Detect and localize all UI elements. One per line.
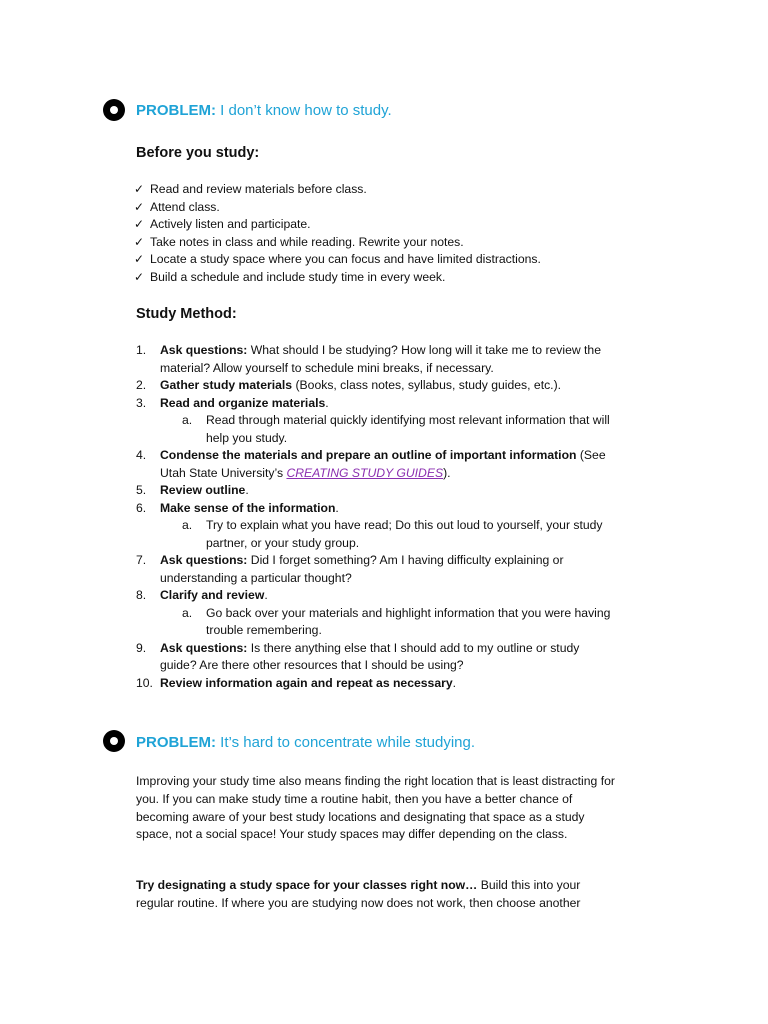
problem-label: PROBLEM: <box>136 734 216 751</box>
method-item-10: 10. Review information again and repeat as necessary. <box>136 675 457 690</box>
method-item-9: 9. Ask questions: Is there anything else that I should add to my outline or study guide? Are there other resources that I should be using? <box>136 640 580 672</box>
circle-bullet-icon <box>103 730 125 752</box>
before-study-heading: Before you study: <box>136 145 260 161</box>
method-subitem-6a: a. Try to explain what you have read; Do this out loud to yourself, your study partner, or your study group. <box>182 518 603 550</box>
problem-heading <box>136 734 475 751</box>
circle-bullet-icon <box>103 99 125 121</box>
checklist-item: ✓ Actively listen and participate. <box>134 216 541 234</box>
creating-study-guides-link[interactable]: CREATING STUDY GUIDES <box>286 465 444 480</box>
checkmark-icon: ✓ <box>134 269 145 284</box>
problem-label: PROBLEM: <box>136 102 216 119</box>
problem-heading <box>136 102 392 119</box>
paragraph-study-location: Improving your study time also means finding the right location that is least distracting for you. If you can make study time a routine habit, then you have a better chance of becoming aware of your best study locations and designating that space as a study space, not a social space! Your study spaces may differ depending on the class. <box>136 774 615 842</box>
method-item-1: 1. Ask questions: What should I be studying? How long will it take me to review the material? Allow yourself to schedule mini breaks, if necessary. <box>136 343 601 375</box>
before-study-checklist <box>134 181 541 287</box>
checklist-item: ✓ Attend class. <box>134 199 541 217</box>
method-item-5: 5. Review outline. <box>136 483 249 497</box>
method-item-8: 8. Clarify and review. <box>136 588 268 602</box>
method-subitem-3a: a. Read through material quickly identifying most relevant information that will help you study. <box>182 413 610 445</box>
method-item-7: 7. Ask questions: Did I forget something? Am I having difficulty explaining or understanding a particular thought? <box>136 553 564 585</box>
checkmark-icon: ✓ <box>134 199 145 214</box>
method-item-3: 3. Read and organize materials. <box>136 395 329 410</box>
checkmark-icon: ✓ <box>134 252 145 267</box>
method-item-2: 2. Gather study materials (Books, class notes, syllabus, study guides, etc.). <box>136 378 562 392</box>
checklist-item: ✓ Take notes in class and while reading. Rewrite your notes. <box>134 234 541 252</box>
method-item-6: 6. Make sense of the information. <box>136 500 339 515</box>
checkmark-icon: ✓ <box>134 182 145 196</box>
checkmark-icon: ✓ <box>134 217 145 232</box>
checklist-item: ✓ Locate a study space where you can focus and have limited distractions. <box>134 251 541 269</box>
checklist-item: ✓ Build a schedule and include study time in every week. <box>134 269 541 287</box>
checklist-item: ✓ Read and review materials before class. <box>134 181 541 199</box>
study-method-heading: Study Method: <box>136 306 237 322</box>
method-subitem-8a: a. Go back over your materials and highlight information that you were having trouble remembering. <box>182 605 611 637</box>
checkmark-icon: ✓ <box>134 234 145 249</box>
method-item-4: 4. Condense the materials and prepare an outline of important information (See Utah State University’s CREATING STUDY GUIDES). <box>136 448 606 480</box>
paragraph-designate-space: Try designating a study space for your classes right now… Build this into your regular routine. If where you are studying now does not work, then choose another <box>136 878 581 910</box>
problem-text: I don’t know how to study. <box>216 102 392 119</box>
problem-text: It’s hard to concentrate while studying. <box>216 734 476 751</box>
study-method-list <box>136 342 616 692</box>
